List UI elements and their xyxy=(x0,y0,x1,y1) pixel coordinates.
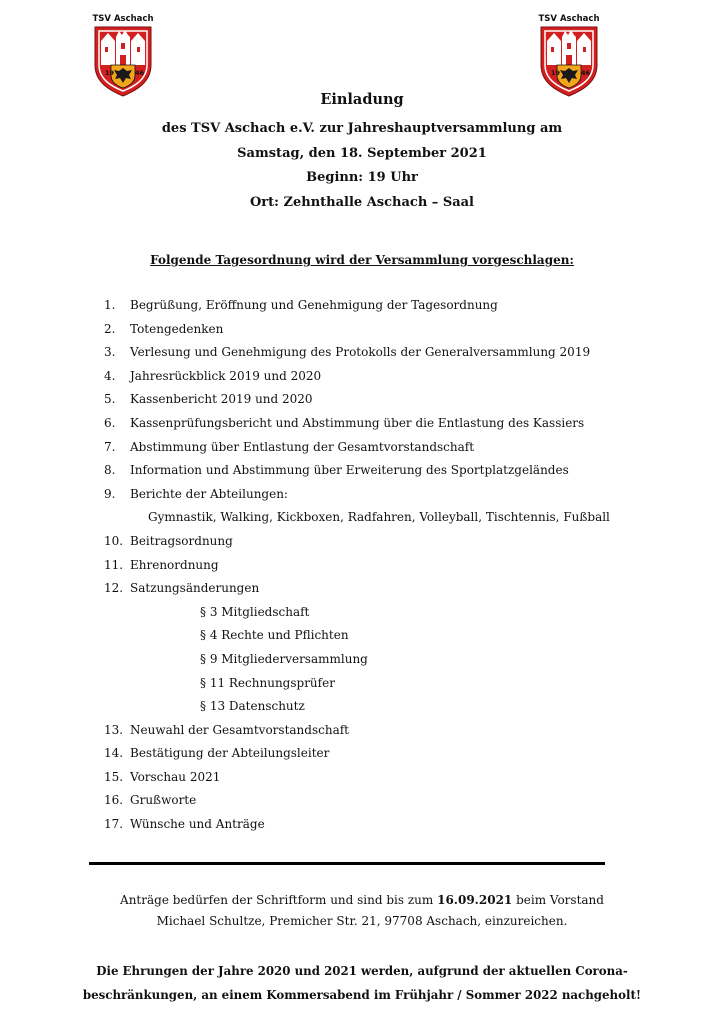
agenda-item xyxy=(104,440,664,464)
agenda-item xyxy=(104,534,664,558)
agenda-subitem xyxy=(104,605,664,629)
crest-icon xyxy=(537,25,601,97)
agenda-item-number: 6. xyxy=(104,415,116,430)
agenda-item xyxy=(104,723,664,747)
agenda-item xyxy=(104,746,664,770)
agenda-item xyxy=(104,770,664,794)
agenda-item-text: Vorschau 2021 xyxy=(130,769,221,784)
agenda-item-text: Ehrenordnung xyxy=(130,557,219,572)
agenda-item xyxy=(104,322,664,346)
agenda-list xyxy=(104,298,664,841)
agenda-item xyxy=(104,463,664,487)
agenda-item xyxy=(104,487,664,511)
footer-address: Michael Schultze, Premicher Str. 21, 97708 Aschach, einzureichen. xyxy=(156,914,568,928)
agenda-item-number: 10. xyxy=(104,533,124,548)
agenda-item-number: 5. xyxy=(104,392,116,407)
footer-honors-line1: Die Ehrungen der Jahre 2020 und 2021 werden, aufgrund der aktuellen Corona- xyxy=(96,964,628,978)
agenda-item-text: Satzungsänderungen xyxy=(130,581,260,596)
agenda-item-text: Beitragsordnung xyxy=(130,533,233,548)
agenda-item xyxy=(104,345,664,369)
crest-year-left: 19 xyxy=(551,69,561,77)
club-logo-left xyxy=(91,14,155,100)
agenda-item-text: Grußworte xyxy=(130,793,197,808)
agenda-item-text: Kassenprüfungsbericht und Abstimmung über die Entlastung des Kassiers xyxy=(130,415,585,430)
agenda-item-number: 7. xyxy=(104,439,116,454)
agenda-item xyxy=(104,793,664,817)
invitation-title: Einladung xyxy=(320,91,404,108)
agenda-heading: Folgende Tagesordnung wird der Versammlung vorgeschlagen: xyxy=(150,253,574,267)
agenda-item-number: 11. xyxy=(104,557,124,572)
agenda-item-text: Begrüßung, Eröffnung und Genehmigung der Tagesordnung xyxy=(130,298,498,312)
agenda-item-text: Berichte der Abteilungen: xyxy=(130,486,288,501)
crest-year-right: 46 xyxy=(580,69,590,77)
agenda-item-number: 12. xyxy=(104,581,124,596)
agenda-item-text: Gymnastik, Walking, Kickboxen, Radfahren, Volleyball, Tischtennis, Fußball xyxy=(148,510,610,525)
logo-club-name: TSV Aschach xyxy=(538,14,600,24)
agenda-item-number: 13. xyxy=(104,722,124,737)
footer-text: Anträge bedürfen der Schriftform und sind bis zum xyxy=(120,893,438,907)
invitation-location: Ort: Zehnthalle Aschach – Saal xyxy=(249,195,474,210)
logo-club-name: TSV Aschach xyxy=(92,14,154,24)
agenda-subitem xyxy=(104,676,664,700)
agenda-item-number: 8. xyxy=(104,463,116,478)
agenda-item-number: 1. xyxy=(104,298,116,312)
crest-year-left: 19 xyxy=(105,69,115,77)
deadline-date: 16.09.2021 xyxy=(437,893,513,907)
agenda-item-number: 9. xyxy=(104,486,116,501)
footer-honors-line2: beschränkungen, an einem Kommersabend im Frühjahr / Sommer 2022 nachgeholt! xyxy=(82,988,642,1002)
agenda-item-text: Verlesung und Genehmigung des Protokolls der Generalversammlung 2019 xyxy=(130,345,591,360)
club-logo-right xyxy=(537,14,601,100)
agenda-item-text: Kassenbericht 2019 und 2020 xyxy=(130,392,313,407)
agenda-subitem xyxy=(104,699,664,723)
agenda-item-number: 14. xyxy=(104,746,124,761)
invitation-time: Beginn: 19 Uhr xyxy=(306,170,418,185)
agenda-item-text: § 9 Mitgliederversammlung xyxy=(200,651,368,666)
agenda-item xyxy=(104,298,664,322)
agenda-subitem xyxy=(104,510,664,534)
agenda-item-number: 15. xyxy=(104,769,124,784)
agenda-item-text: Information und Abstimmung über Erweiterung des Sportplatzgeländes xyxy=(130,463,569,478)
agenda-item-text: Neuwahl der Gesamtvorstandschaft xyxy=(130,722,349,737)
agenda-item xyxy=(104,392,664,416)
agenda-item-text: Totengedenken xyxy=(130,321,224,336)
agenda-item-number: 3. xyxy=(104,345,116,360)
agenda-item-text: § 11 Rechnungsprüfer xyxy=(200,675,335,690)
agenda-item-number: 17. xyxy=(104,817,124,832)
agenda-item-text: Bestätigung der Abteilungsleiter xyxy=(130,746,330,761)
agenda-item xyxy=(104,817,664,841)
footer-note-deadline xyxy=(0,893,724,907)
agenda-subitem xyxy=(104,628,664,652)
footer-text: beim Vorstand xyxy=(512,893,604,907)
invitation-date: Samstag, den 18. September 2021 xyxy=(237,146,487,161)
agenda-item-text: Wünsche und Anträge xyxy=(130,817,265,832)
agenda-item-number: 16. xyxy=(104,793,124,808)
crest-year-right: 46 xyxy=(134,69,144,77)
crest-icon xyxy=(91,25,155,97)
agenda-item xyxy=(104,369,664,393)
agenda-subitem xyxy=(104,652,664,676)
invitation-subtitle: des TSV Aschach e.V. zur Jahreshauptversammlung am xyxy=(161,121,563,136)
agenda-item-text: § 13 Datenschutz xyxy=(200,699,305,714)
agenda-item xyxy=(104,581,664,605)
agenda-item-number: 2. xyxy=(104,321,116,336)
agenda-item-text: Jahresrückblick 2019 und 2020 xyxy=(130,368,322,383)
divider xyxy=(89,862,605,865)
agenda-item xyxy=(104,558,664,582)
agenda-item-number: 4. xyxy=(104,368,116,383)
agenda-item-text: § 4 Rechte und Pflichten xyxy=(200,628,349,643)
agenda-item xyxy=(104,416,664,440)
agenda-item-text: Abstimmung über Entlastung der Gesamtvorstandschaft xyxy=(130,439,475,454)
agenda-item-text: § 3 Mitgliedschaft xyxy=(200,604,310,619)
